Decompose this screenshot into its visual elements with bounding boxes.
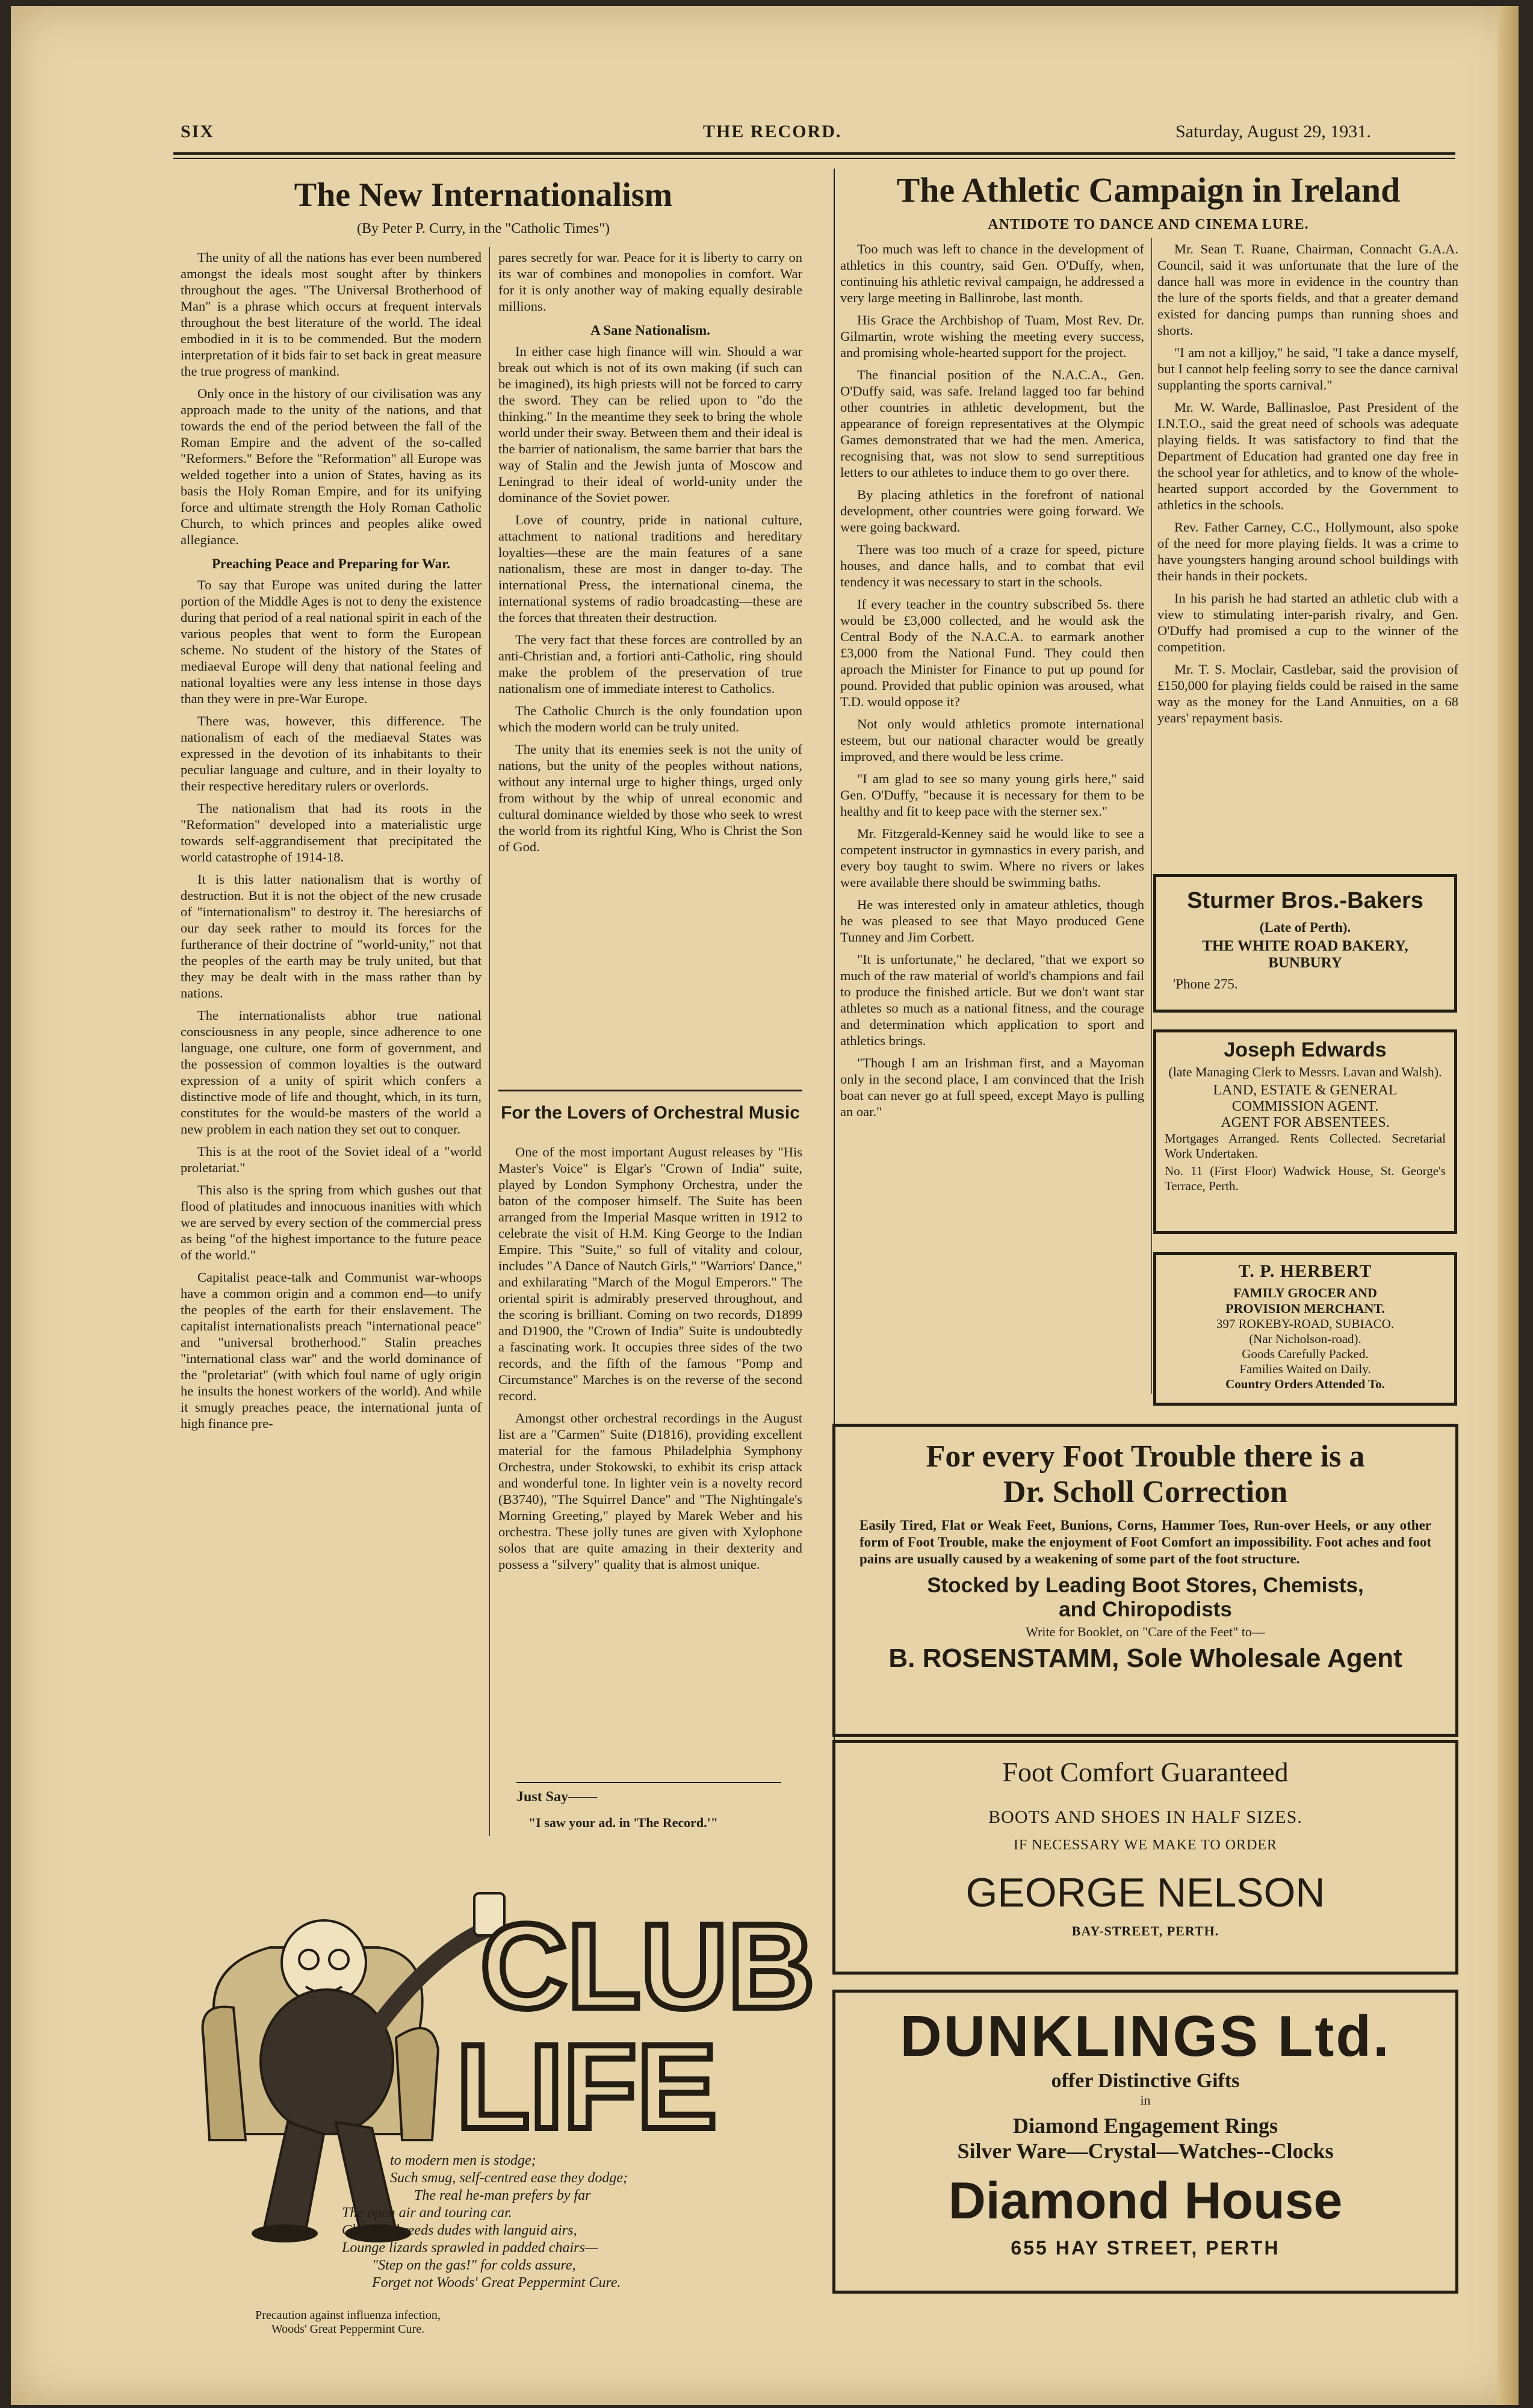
ad-scholl-body: Easily Tired, Flat or Weak Feet, Bunions, Corns, Hammer Toes, Run-over Heels, or any other form of Foot Trouble, make the enjoyment of Foot Comfort an impossibility. Foot aches and foot pains are usually caused by a weakening of some part of the foot structure.	[859, 1518, 1431, 1566]
ad-sturmer-bros	[1153, 874, 1457, 1013]
ad-herbert-line: 397 ROKEBY-ROAD, SUBIACO.	[1216, 1317, 1395, 1331]
ad-dunklings-address: 655 HAY STREET, PERTH	[1011, 2237, 1280, 2259]
article-paragraph: Too much was left to chance in the development of athletics in this country, said Gen. O'Duffy, when, continuing his athletic revival campaign, he addressed a very large meeting in Ballinrobe, last month.	[840, 241, 1144, 305]
article-paragraph: Capitalist peace-talk and Communist war-whoops have a common origin and a common end—to unify the peoples of the earth for their enslavement. The capitalist internationalists preach "international peace" and "universal brotherhood." Stalin preaches "international class war" and the world dominance of the "proletariat" (with which foul name of ugly origin he insults the honest workers of the world). And while it smugly preaches peace, the international junta of high finance pre-	[181, 1270, 482, 1431]
ad-dunklings-line: Diamond Engagement Rings	[1012, 2114, 1278, 2138]
column-divider	[489, 247, 490, 1836]
ad-nelson-line: BOOTS AND SHOES IN HALF SIZES.	[988, 1807, 1302, 1827]
ad-edwards-line: AGENT FOR ABSENTEES.	[1221, 1115, 1390, 1131]
article-paragraph: "I am not a killjoy," he said, "I take a dance myself, but I cannot help feeling sorry to see the dance carnival supplanting the sports carnival."	[1157, 345, 1458, 393]
ad-herbert-line: Goods Carefully Packed.	[1242, 1347, 1369, 1361]
ad-herbert-name: T. P. HERBERT	[1238, 1261, 1372, 1281]
internationalism-column-2	[498, 249, 802, 861]
poem-line: Lounge lizards sprawled in padded chairs—	[342, 2240, 598, 2256]
article-paragraph: In either case high finance will win. Should a war break out which is not of its own making (if such can be imagined), its high priests will not be forced to carry the sword. They can be relied upon to "do the thinking." In the meantime they seek to bring the whole world under their sway. Between them and their ideal is the barrier of nationalism, the same barrier that bars the way of Stalin and the Jewish junta of Moscow and Leningrad to their ideal of world-unity under the dominance of the Soviet power.	[498, 344, 802, 505]
poem-line: to modern men is stodge;	[390, 2153, 536, 2168]
article-paragraph: There was, however, this difference. The nationalism of each of the mediaeval States was expressed in the devotion of its inhabitants to their peculiar language and culture, and in their loyalty to their respective hereditary rulers or overlords.	[181, 713, 482, 793]
poem-line: "Step on the gas!" for colds assure,	[372, 2258, 576, 2273]
ad-herbert-line: PROVISION MERCHANT.	[1225, 1301, 1385, 1316]
article-paragraph: This also is the spring from which gushes out that flood of platitudes and innocuous inanities with which we are served by every section of the commercial press as being "of the highest importance to the future peace of the world."	[181, 1182, 482, 1262]
poem-line: The open air and touring car.	[342, 2205, 512, 2221]
athletic-title: The Athletic Campaign in Ireland	[896, 170, 1401, 209]
article-paragraph: In his parish he had started an athletic club with a view to stimulating inter-parish rivalry, and Gen. O'Duffy had promised a cup to the winner of the competition.	[1157, 591, 1458, 654]
article-paragraph: The Catholic Church is the only foundation upon which the modern world can be truly united.	[498, 703, 802, 734]
man-body	[261, 1990, 393, 2134]
ad-joseph-edwards	[1153, 1029, 1457, 1234]
column-divider	[1151, 238, 1152, 1394]
page-spine-shadow	[1497, 6, 1519, 2405]
just-say-quote: "I saw your ad. in 'The Record.'"	[528, 1815, 718, 1830]
ad-scholl-write: Write for Booklet, on "Care of the Feet" to—	[1026, 1624, 1265, 1639]
ad-dunklings	[832, 1990, 1458, 2294]
club-life-footer	[179, 2309, 516, 2336]
ad-herbert-line: Country Orders Attended To.	[1225, 1377, 1385, 1391]
club-footer-line: Precaution against influenza infection,	[255, 2309, 441, 2322]
just-say-label: Just Say——	[516, 1789, 598, 1805]
ad-club-life	[179, 1857, 817, 2351]
issue-date: Saturday, August 29, 1931.	[1175, 122, 1371, 141]
club-life-poem	[342, 2152, 679, 2292]
article-paragraph: Amongst other orchestral recordings in the August list are a "Carmen" Suite (D1816), providing excellent material for the famous Philadelphia Symphony Orchestra, under Stokowski, to exhibit its crisp attack and wonderful tone. In lighter vein is a novelty record (B3740), "The Squirrel Dance" and "The Nightingale's Morning Greeting," played by Marek Weber and his orchestra. These jolly tunes are given with Xylophone solos that are quite amazing in their dexterity and possess a "silvery" quality that is almost unique.	[498, 1410, 802, 1572]
article-paragraph: Mr. Fitzgerald-Kenney said he would like to see a competent instructor in gymnastics in every parish, and every boy taught to swim. Where no rivers or lakes were available there should be swimming baths.	[840, 826, 1144, 890]
masthead-rule-thin	[173, 158, 1455, 159]
article-paragraph: One of the most important August releases by "His Master's Voice" is Elgar's "Crown of India" suite, played by London Symphony Orchestra, under the baton of the composer himself. The Suite has been arranged from the Imperial Masque written in 1912 to celebrate the visit of H.M. King George to the Indian Empire. This "Suite," so full of vitality and colour, includes "A Dance of Nautch Girls," "Warriors' Dance," and exhilarating "March of the Mogul Emperors." The oriental spirit is admirably preserved throughout, and the scoring is brilliant. Coming on two records, D1899 and D1900, the "Crown of India" Suite is undoubtedly a fascinating work. It occupies three sides of the two records, and the fifth of the famous "Pomp and Circumstance" Marches is on the reverse of the second record.	[498, 1144, 802, 1403]
masthead-rule	[173, 152, 1455, 155]
ad-scholl-stocked: Stocked by Leading Boot Stores, Chemists,	[927, 1574, 1364, 1597]
subheading: Preaching Peace and Preparing for War.	[211, 556, 451, 571]
ad-sturmer-name: Sturmer Bros.-Bakers	[1187, 888, 1423, 913]
club-footer-line: Woods' Great Peppermint Cure.	[271, 2323, 425, 2336]
ad-scholl-agent: B. ROSENSTAMM, Sole Wholesale Agent	[888, 1643, 1402, 1673]
ad-dunklings-in: in	[1140, 2093, 1151, 2108]
article-paragraph: By placing athletics in the forefront of national development, other countries were going forward. We were going backward.	[840, 487, 1144, 535]
ad-nelson-heading: Foot Comfort Guaranteed	[1002, 1757, 1289, 1787]
article-paragraph: The unity of all the nations has ever been numbered amongst the ideals most sought after by thinkers throughout the ages. "The Universal Brotherhood of Man" is a phrase which occurs at frequent intervals throughout the best literature of the world. The ideal embodied in it is to be commended. But the modern interpretation of it bids fair to set back in great measure the true progress of mankind.	[181, 250, 482, 379]
ad-george-nelson	[832, 1740, 1458, 1975]
ad-sturmer-phone: 'Phone 275.	[1173, 976, 1238, 991]
ad-dunklings-house: Diamond House	[948, 2172, 1343, 2230]
ad-herbert-line: Families Waited on Daily.	[1239, 1362, 1371, 1376]
newspaper-page	[11, 6, 1519, 2405]
ad-scholl-heading-2: Dr. Scholl Correction	[1003, 1475, 1288, 1509]
poem-line: Forget not Woods' Great Peppermint Cure.	[372, 2275, 621, 2291]
ad-nelson-address: BAY-STREET, PERTH.	[1071, 1923, 1219, 1938]
article-paragraph: "I am glad to see so many young girls here," said Gen. O'Duffy, "because it is necessary for them to be healthy and fit to keep pace with the sterner sex."	[840, 771, 1144, 819]
athletic-column-2	[1157, 241, 1458, 732]
ad-herbert-line: FAMILY GROCER AND	[1233, 1285, 1377, 1300]
article-paragraph: Not only would athletics promote international esteem, but our national character would be greatly improved, and there would be less crime.	[840, 716, 1144, 764]
ad-sturmer-bakery: THE WHITE ROAD BAKERY,	[1202, 938, 1408, 954]
ad-herbert-line: (Nar Nicholson-road).	[1249, 1332, 1361, 1346]
ad-edwards-line: COMMISSION AGENT.	[1231, 1099, 1379, 1114]
orchestral-article	[498, 1144, 802, 1578]
article-paragraph: pares secretly for war. Peace for it is liberty to carry on its war of combines and monopolies in comfort. War for it is only another way of making equally desirable millions.	[498, 250, 802, 314]
ad-tp-herbert	[1153, 1252, 1457, 1406]
article-paragraph: If every teacher in the country subscribed 5s. there would be £3,000 collected, and he would ask the Central Body of the N.A.C.A. to earmark another £3,000 from the National Fund. They could then aproach the Minister for Finance to put up pound for pound. Provided that public opinion was aroused, what T.D. would oppose it?	[840, 597, 1144, 709]
article-paragraph: This is at the root of the Soviet ideal of a "world proletariat."	[181, 1144, 482, 1175]
paper-title: THE RECORD.	[703, 122, 842, 141]
article-paragraph: "It is unfortunate," he declared, "that we export so much of the raw material of world's champions and fail to produce the finished article. But we don't want star athletes so much as a national fitness, and the courage and determination which application to sport and athletics brings.	[840, 952, 1144, 1048]
ad-edwards-line: LAND, ESTATE & GENERAL	[1213, 1082, 1398, 1098]
section-rule	[498, 1090, 802, 1091]
internationalism-byline: (By Peter P. Curry, in the "Catholic Times")	[356, 221, 610, 237]
article-paragraph: Rev. Father Carney, C.C., Hollymount, also spoke of the need for more playing fields. It was a crime to have youngsters hanging around school buildings with their hands in their pockets.	[1157, 520, 1458, 583]
ad-edwards-line: No. 11 (First Floor) Wadwick House, St. George's Terrace, Perth.	[1165, 1164, 1446, 1193]
article-paragraph: The unity that its enemies seek is not the unity of nations, but the unity of the peoples without nations, without any internal urge to higher things, urged only from without by the whip of unreal economic and cultural dominance wielded by those who seek to wrest the world from its rightful King, Who is Christ the Son of God.	[498, 742, 802, 854]
club-title: CLUB	[480, 1899, 815, 2034]
article-paragraph: The financial position of the N.A.C.A., Gen. O'Duffy said, was safe. Ireland lagged too far behind other countries in athletic development, but the appearance of foreign representatives at the Olympic Games demonstrated that we had the men. America, recognising that, was not slow to send surreptitious letters to our athletes to induce them to go over there.	[840, 367, 1144, 480]
internationalism-column-1	[181, 249, 482, 1438]
ad-sturmer-late: (Late of Perth).	[1259, 920, 1351, 935]
ad-scholl-chiropodists: and Chiropodists	[1059, 1598, 1232, 1621]
ad-dunklings-line: Silver Ware—Crystal—Watches--Clocks	[957, 2139, 1334, 2163]
article-paragraph: The very fact that these forces are controlled by an anti-Christian and, a fortiori anti-Catholic, ring should make the problem of the preservation of true nationalism one of immediate interest to Catholics.	[498, 632, 802, 696]
article-paragraph: The nationalism that had its roots in the "Reformation" developed into a materialistic urge towards self-aggrandisement that precipitated the world catastrophe of 1914-18.	[181, 801, 482, 864]
article-paragraph: Mr. W. Warde, Ballinasloe, Past President of the I.N.T.O., said the great need of schools was adequate playing fields. It was satisfactory to find that the Department of Education had granted one day free in the school year for athletics, and to know of the whole-hearted support accorded by the Government to athletics in the schools.	[1157, 400, 1458, 512]
poem-line: Such smug, self-centred ease they dodge;	[390, 2170, 628, 2186]
subheading: A Sane Nationalism.	[590, 323, 710, 338]
athletic-subtitle: ANTIDOTE TO DANCE AND CINEMA LURE.	[988, 217, 1309, 232]
ad-nelson-line: IF NECESSARY WE MAKE TO ORDER	[1013, 1837, 1278, 1853]
article-paragraph: Love of country, pride in national culture, attachment to national traditions and hereditary loyalties—these are the main features of a sane nationalism, these are most in danger to-day. The international Press, the international cinema, the international systems of radio broadcasting—these are the forces that threaten their destruction.	[498, 512, 802, 625]
ad-dunklings-offer: offer Distinctive Gifts	[1051, 2070, 1240, 2092]
article-paragraph: There was too much of a craze for speed, picture houses, and dance halls, and to combat that evil tendency it was necessary to start in the schools.	[840, 542, 1144, 589]
article-paragraph: His Grace the Archbishop of Tuam, Most Rev. Dr. Gilmartin, wrote wishing the meeting every success, and promising whole-hearted support for the project.	[840, 312, 1144, 360]
article-paragraph: To say that Europe was united during the latter portion of the Middle Ages is not to deny the existence during that period of a real national spirit in each of the various peoples that went to form the European scheme. No student of the history of the States of mediaeval Europe will deny that national feeling and national loyalties were any less intense in those days than they were in pre-War Europe.	[181, 577, 482, 706]
article-paragraph: Only once in the history of our civilisation was any approach made to the unity of the nations, and that towards the end of the period between the fall of the Roman Empire and the advent of the so-called "Reformers." Before the "Reformation" all Europe was welded together into a union of States, having as its basis the Holy Roman Empire, and for its unifying force and ultimate strength the Holy Roman Catholic Church, to which princes and peoples alike owed allegiance.	[181, 386, 482, 547]
poem-line: The real he-man prefers by far	[414, 2188, 591, 2203]
article-paragraph: It is this latter nationalism that is worthy of destruction. But it is not the object of the new crusade of "internationalism" to destroy it. The heresiarchs of our day seek rather to mould its forces for the furtherance of their doctrine of "world-unity," not that the peoples of the earth may be truly united, but that they may be dealt with in the mass rather than by nations.	[181, 872, 482, 1001]
ad-nelson-name: GEORGE NELSON	[965, 1870, 1325, 1916]
internationalism-title: The New Internationalism	[294, 176, 673, 214]
ad-sturmer-town: BUNBURY	[1268, 955, 1342, 971]
orchestral-title: For the Lovers of Orchestral Music	[501, 1103, 800, 1123]
article-paragraph: Mr. T. S. Moclair, Castlebar, said the provision of £150,000 for playing fields could be raised in the same way as the money for the Land Annuities, on a 68 years' repayment basis.	[1157, 662, 1458, 725]
ad-scholl-heading: For every Foot Trouble there is a	[926, 1439, 1365, 1474]
ad-edwards-late: (late Managing Clerk to Messrs. Lavan and Walsh).	[1168, 1064, 1442, 1079]
page-number: SIX	[181, 122, 215, 141]
life-title: LIFE	[456, 2020, 717, 2154]
article-paragraph: The internationalists abhor true national consciousness in any people, since adherence to one language, one culture, one form of government, and the possession of common loyalties is the outward expression of a unity of spirit which confers a distinctive mode of life and thought, which, in its turn, constitutes for the would-be masters of the world a new problem in each nation they set out to conquer.	[181, 1008, 482, 1137]
article-paragraph: "Though I am an Irishman first, and a Mayoman only in the second place, I am convinced that the Irish boat can never go at full speed, except Mayo is pulling an oar."	[840, 1055, 1144, 1119]
article-paragraph: Mr. Sean T. Ruane, Chairman, Connacht G.A.A. Council, said it was unfortunate that the lure of the dance hall was more in evidence in the country than the lure of the sports fields, and that a greater demand existed for dancing pumps than running shoes and shorts.	[1157, 241, 1458, 338]
poem-line: Club life breeds dudes with languid airs,	[342, 2223, 577, 2238]
article-paragraph: He was interested only in amateur athletics, though he was pleased to see that Mayo produced Gene Tunney and Jim Corbett.	[840, 897, 1144, 945]
ad-dr-scholl	[832, 1424, 1458, 1737]
ad-edwards-line: Mortgages Arranged. Rents Collected. Secretarial Work Undertaken.	[1165, 1131, 1446, 1161]
athletic-column-1	[840, 241, 1144, 1126]
ad-edwards-name: Joseph Edwards	[1224, 1038, 1387, 1061]
section-rule	[516, 1782, 781, 1783]
ad-dunklings-name: DUNKLINGS Ltd.	[900, 2004, 1391, 2068]
